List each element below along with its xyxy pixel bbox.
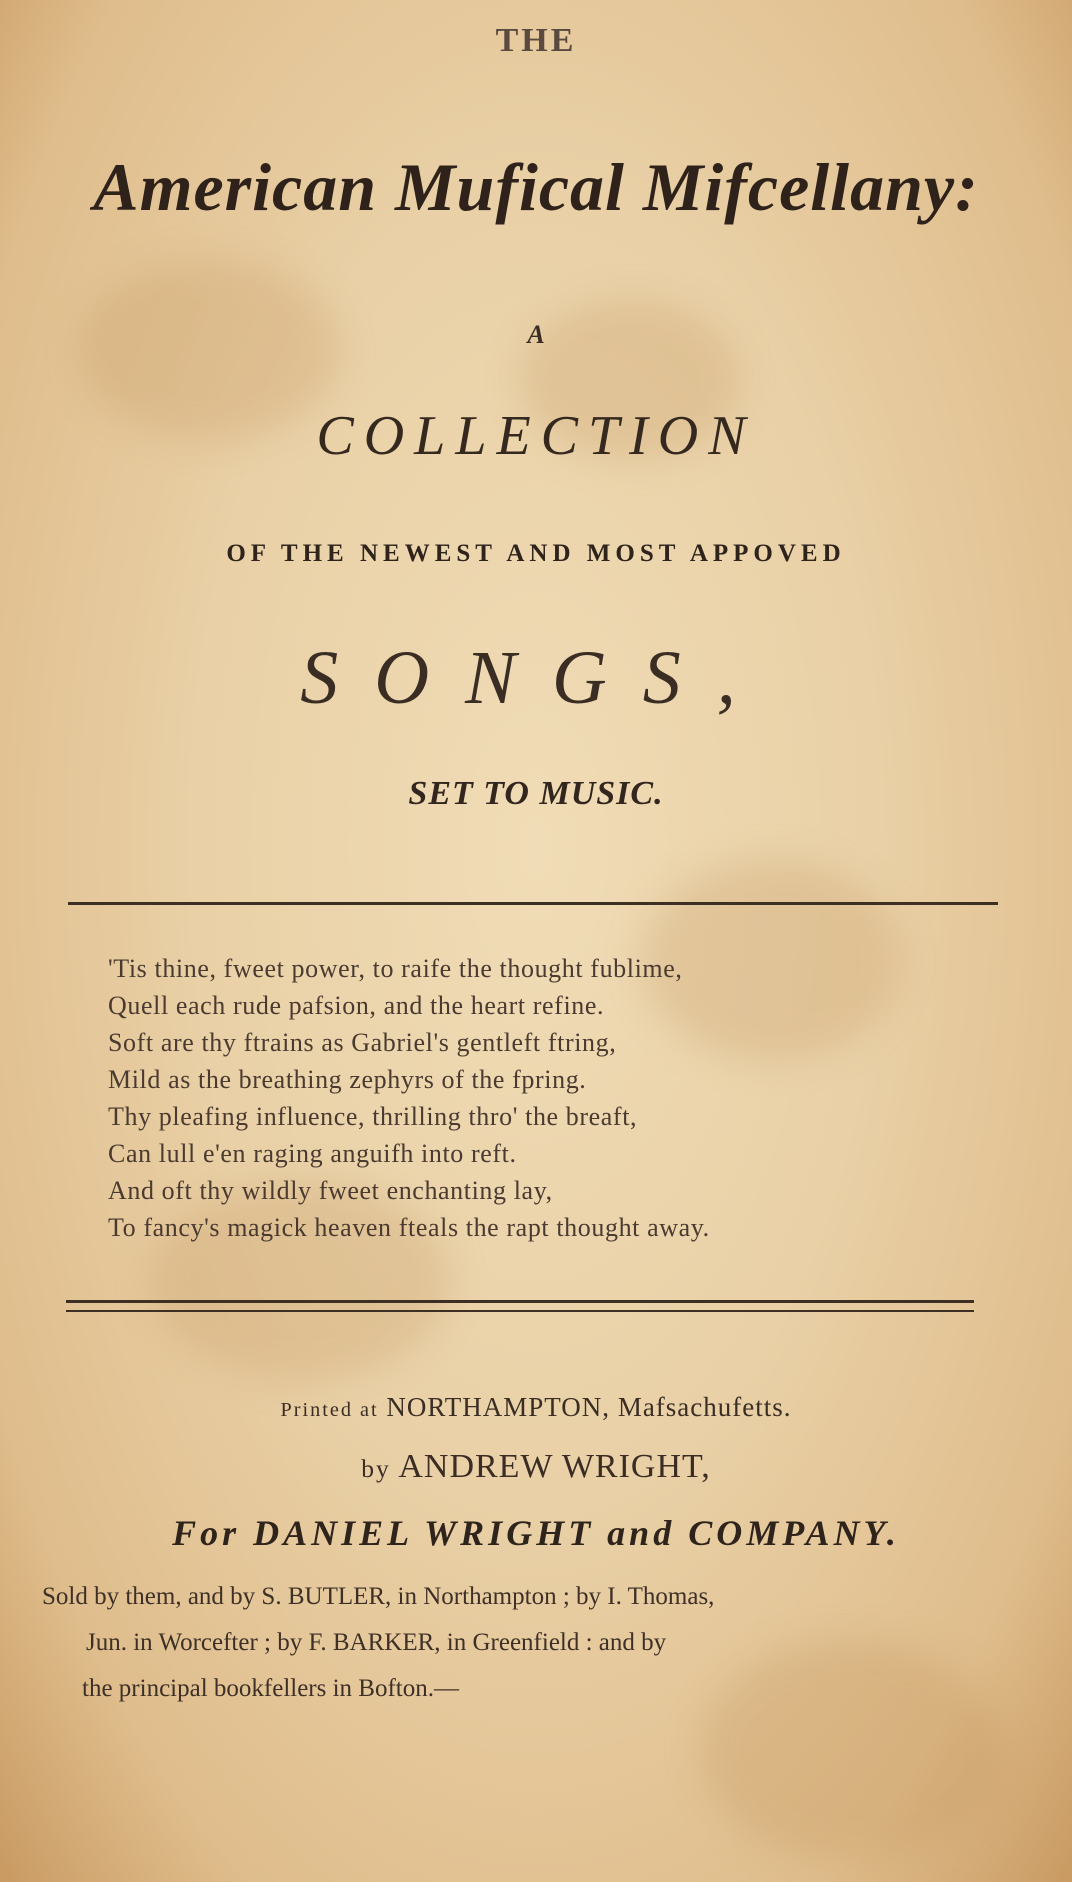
top-rule bbox=[68, 902, 998, 905]
title-subtitle: OF THE NEWEST AND MOST APPOVED bbox=[226, 540, 846, 567]
title-set-to-music: SET TO MUSIC. bbox=[408, 775, 664, 812]
imprint-printer bbox=[0, 1448, 1072, 1486]
poem-line: Mild as the breathing zephyrs of the fpring. bbox=[108, 1065, 587, 1094]
imprint-printed-prefix: Printed at bbox=[280, 1399, 379, 1421]
poem-line: 'Tis thine, fweet power, to raife the thought fublime, bbox=[108, 954, 683, 983]
page-title: American Mufical Mifcellany: bbox=[93, 149, 979, 225]
poem-line: And oft thy wildly fweet enchanting lay, bbox=[108, 1176, 553, 1205]
imprint-printed-state: Mafsachufetts. bbox=[617, 1392, 792, 1422]
title-collection: COLLECTION bbox=[316, 405, 756, 467]
title-the: THE bbox=[495, 22, 577, 59]
epigraph-poem bbox=[108, 950, 1008, 1246]
poem-line: Can lull e'en raging anguifh into reft. bbox=[108, 1139, 517, 1168]
title-article: A bbox=[527, 320, 545, 349]
poem-line: Soft are thy ftrains as Gabriel's gentleft ftring, bbox=[108, 1028, 617, 1057]
double-rule-top bbox=[66, 1300, 974, 1303]
sellers-line: Jun. in Worcefter ; by F. BARKER, in Greenfield : and by bbox=[86, 1629, 667, 1656]
poem-line: Thy pleafing influence, thrilling thro' the breaft, bbox=[108, 1102, 638, 1131]
imprint-publisher: For DANIEL WRIGHT and COMPANY. bbox=[172, 1513, 900, 1553]
poem-line: Quell each rude pafsion, and the heart refine. bbox=[108, 991, 605, 1020]
poem-line: To fancy's magick heaven fteals the rapt thought away. bbox=[108, 1213, 710, 1242]
imprint-printed-place: NORTHAMPTON, bbox=[386, 1392, 611, 1422]
double-rule-bottom bbox=[66, 1310, 974, 1312]
title-songs: SONGS, bbox=[300, 636, 772, 720]
imprint-by-prefix: by bbox=[361, 1454, 391, 1483]
imprint-printer-name: ANDREW WRIGHT, bbox=[398, 1448, 711, 1485]
sellers-line: Sold by them, and by S. BUTLER, in Northampton ; by I. Thomas, bbox=[42, 1583, 715, 1610]
sellers-notice bbox=[42, 1574, 1042, 1712]
sellers-line: the principal bookfellers in Bofton.— bbox=[82, 1675, 460, 1702]
imprint-printed-at bbox=[0, 1392, 1072, 1423]
